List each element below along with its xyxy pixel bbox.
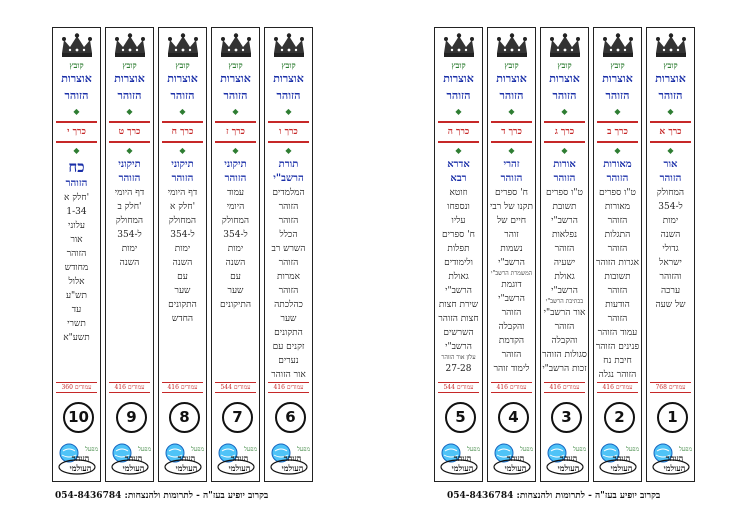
content-line: ולימודים (444, 258, 473, 268)
diamond-icon: ◆ (455, 146, 462, 155)
series-title-line: אוצרות (220, 72, 251, 85)
crown-icon (166, 33, 200, 59)
logo-text: הזוהר העולמי (610, 453, 633, 473)
logo-top-text: מפעל (626, 446, 639, 453)
volume-group-6-10 (50, 27, 313, 482)
content-line: הזוהר נגלה (598, 370, 637, 378)
content-line: ישראל (659, 258, 682, 268)
content-line: מאורות (603, 159, 632, 170)
page-count-value: 544 (443, 384, 455, 391)
book-spine-volume-2 (593, 27, 642, 482)
content-line: שער (174, 286, 191, 296)
content-line: תקנו של רבי (490, 202, 533, 212)
series-title-line: אוצרות (443, 72, 474, 85)
content-line (542, 376, 587, 378)
content-line: נערים (278, 356, 299, 366)
content-line: דף היומי (114, 188, 145, 198)
logo-top-text: מפעל (520, 446, 533, 453)
content-line: אור הזוהר (271, 370, 306, 378)
page-count-suffix: עמודים (562, 384, 580, 391)
content-line: השנה (119, 258, 140, 268)
content-line: השנה (225, 258, 246, 268)
content-line (436, 376, 481, 378)
content-line: ח' ספרים (442, 230, 475, 240)
page-count-suffix: עמודים (233, 384, 251, 391)
content-line: הזוהר (171, 173, 194, 184)
book-spine-volume-9 (105, 27, 154, 482)
logo-top-text: מפעל (85, 446, 98, 453)
volume-label: כרך א (650, 121, 691, 143)
content-line: זהרי (503, 159, 520, 170)
content-line: היומי (226, 202, 245, 212)
content-line: אורות (553, 159, 576, 170)
book-spine-volume-10 (52, 27, 101, 482)
content-line: השנה (172, 258, 193, 268)
content-line: חלק א' (169, 202, 196, 212)
page-count (544, 382, 585, 393)
diamond-icon: ◆ (508, 107, 515, 116)
series-label: קובץ (663, 60, 678, 70)
content-line: השנה (660, 230, 681, 240)
content-line: דוגמת הרשב"י (498, 280, 525, 304)
logo-text: הזוהר העולמי (69, 453, 92, 473)
content-line: ימות (121, 244, 138, 254)
diamond-icon: ◆ (667, 146, 674, 155)
content-line: ונספחו (447, 202, 470, 212)
content-line: תש"ע (65, 291, 88, 301)
page-count (56, 382, 97, 393)
content-line: וזוטא (449, 188, 468, 198)
diamond-icon: ◆ (73, 146, 80, 155)
content-line: ל-354 (223, 230, 248, 240)
series-title (265, 70, 312, 104)
content-line: ערכה (660, 286, 681, 296)
diamond-icon: ◆ (455, 107, 462, 116)
volume-contents (595, 158, 640, 378)
content-line: גאולת הרשב"י (445, 272, 472, 296)
content-line: הקדמת (498, 336, 525, 346)
content-line: חלק א' (63, 193, 90, 203)
content-line: שירת חצות (438, 300, 479, 310)
content-line: אור (70, 235, 83, 245)
content-line: המחולק (168, 216, 197, 226)
content-line: תשרי (67, 319, 86, 329)
content-line: מאורות הזוהר (604, 202, 631, 226)
series-title-line: אוצרות (602, 72, 633, 85)
crown-icon (654, 33, 688, 59)
content-line: התקונים (274, 328, 303, 338)
page-count-value: 768 (655, 384, 667, 391)
content-line: מחודש (64, 263, 89, 273)
content-line: תשובות הזוהר (604, 272, 631, 296)
page-count-suffix: עמודים (286, 384, 304, 391)
volume-number: 4 (498, 402, 529, 433)
content-line: המחולק (656, 188, 685, 198)
content-line: דף היומי (167, 188, 198, 198)
content-line: נפלאות הזוהר (551, 230, 578, 254)
content-line: הרשב"י (273, 173, 304, 184)
volume-label: כרך ד (491, 121, 532, 143)
volume-contents (648, 158, 693, 378)
volume-label: כרך ב (597, 121, 638, 143)
volume-label: כרך ז (215, 121, 256, 143)
content-line: תפלות (447, 244, 470, 254)
page-count (650, 382, 691, 393)
diamond-icon: ◆ (232, 146, 239, 155)
diamond-icon: ◆ (667, 107, 674, 116)
crown-icon (272, 33, 306, 59)
content-line: שער (280, 314, 297, 324)
volume-number: 10 (63, 402, 94, 433)
volume-number: 3 (551, 402, 582, 433)
content-line: ישעיה (553, 258, 576, 268)
content-line: ל-354 (658, 202, 683, 212)
content-line: הזוהר (659, 173, 682, 184)
content-line: הזוהר (553, 173, 576, 184)
page-count-suffix: עמודים (615, 384, 633, 391)
crown-icon (60, 33, 94, 59)
series-label: קובץ (228, 60, 243, 70)
volume-label: כרך ה (438, 121, 479, 143)
content-line: הזוהר והקבלה (498, 308, 525, 332)
crown-icon (548, 33, 582, 59)
content-line: עם (177, 272, 188, 282)
content-line: עמוד (226, 188, 245, 198)
page-count-value: 416 (114, 384, 126, 391)
volume-label: כרך ו (268, 121, 309, 143)
logo-text: הזוהר העולמי (122, 453, 145, 473)
series-title-line: הזוהר (446, 89, 471, 102)
page-count-value: 416 (602, 384, 614, 391)
content-line: המחולק (221, 216, 250, 226)
diamond-icon: ◆ (285, 146, 292, 155)
volume-contents (542, 158, 587, 378)
page-count-suffix: עמודים (127, 384, 145, 391)
content-line: גדולי (662, 244, 679, 254)
content-line: גאולת הרשב"י (551, 272, 578, 296)
page-count (162, 382, 203, 393)
page-count (597, 382, 638, 393)
content-line: הזוהר (606, 173, 629, 184)
content-line: ח' ספרים (495, 188, 528, 198)
content-line: הזוהר והקבלה (551, 322, 578, 346)
series-title-line: הזוהר (64, 89, 89, 102)
content-line: הזוהר (500, 173, 523, 184)
series-title (488, 70, 535, 104)
volume-contents (436, 158, 481, 378)
series-label: קובץ (122, 60, 137, 70)
content-line: הזוהר (278, 202, 299, 212)
volume-contents (266, 158, 311, 378)
volume-contents (54, 158, 99, 378)
diamond-icon: ◆ (126, 107, 133, 116)
volume-label: כרך ג (544, 121, 585, 143)
page-count-value: 416 (496, 384, 508, 391)
content-line: התיקונים (219, 300, 252, 310)
content-line: השרשים (443, 328, 474, 338)
crown-icon (442, 33, 476, 59)
series-label: קובץ (281, 60, 296, 70)
logo-top-text: מפעל (297, 446, 310, 453)
content-line: ל-354 (117, 230, 142, 240)
page-count-suffix: עמודים (668, 384, 686, 391)
crown-icon (219, 33, 253, 59)
volume-contents (160, 158, 205, 378)
crown-icon (113, 33, 147, 59)
content-line: בכתיבת הרשב"י (545, 298, 584, 305)
volume-label: כרך י (56, 121, 97, 143)
content-line: אלול (68, 277, 85, 287)
content-line: ל-354 (170, 230, 195, 240)
content-line: נשמות הרשב"י (498, 244, 525, 268)
content-line: תשע"א (63, 333, 90, 343)
series-label: קובץ (557, 60, 572, 70)
page-count-value: 416 (273, 384, 285, 391)
content-line: זקנים עם (272, 342, 305, 352)
series-title-line: הזוהר (170, 89, 195, 102)
content-line: תיקוני (118, 159, 141, 170)
series-title (212, 70, 259, 104)
page-count-suffix: עמודים (74, 384, 92, 391)
series-label: קובץ (69, 60, 84, 70)
content-line: החדש (171, 314, 194, 324)
content-line: סגולות הזוהר (542, 350, 587, 360)
volume-group-1-5 (432, 27, 695, 482)
content-line: אגרות הזוהר (595, 258, 640, 268)
footer-note-left: בקרוב יופיע בעז"ה - לתרומות ולהנצחות: 054-8436784 (55, 491, 269, 501)
page-count-value: 360 (61, 384, 73, 391)
content-line: הזוהר (501, 350, 522, 360)
content-line: עלוני (68, 221, 85, 231)
volume-number: 7 (222, 402, 253, 433)
content-line: פנינים הזוהר (595, 342, 640, 352)
content-line: הזוהר (224, 173, 247, 184)
page-count (438, 382, 479, 393)
content-line: 1-34 (66, 207, 87, 217)
diamond-icon: ◆ (561, 107, 568, 116)
diamond-icon: ◆ (614, 107, 621, 116)
logo-text: הזוהר העולמי (663, 453, 686, 473)
page-count (491, 382, 532, 393)
content-line: ימות (227, 244, 244, 254)
content-line: השרש רב (271, 244, 306, 254)
volume-number: 1 (657, 402, 688, 433)
page-count-suffix: עמודים (456, 384, 474, 391)
page-count (109, 382, 150, 393)
series-title (541, 70, 588, 104)
content-line: 27-28 (445, 364, 472, 374)
content-line: ט"ו ספרים (599, 188, 636, 198)
logo-top-text: מפעל (573, 446, 586, 453)
content-line: חיבת נח (603, 356, 632, 366)
content-line: תיקוני (224, 159, 247, 170)
series-title-line: אוצרות (273, 72, 304, 85)
content-line: הזוהר (118, 173, 141, 184)
volume-number: 6 (275, 402, 306, 433)
logo-top-text: מפעל (138, 446, 151, 453)
crown-icon (495, 33, 529, 59)
book-spine-volume-3 (540, 27, 589, 482)
series-title-line: אוצרות (496, 72, 527, 85)
book-spine-volume-6 (264, 27, 313, 482)
content-line: התגלות הזוהר (604, 230, 631, 254)
logo-text: הזוהר העולמי (504, 453, 527, 473)
logo-top-text: מפעל (467, 446, 480, 453)
volume-label: כרך ח (162, 121, 203, 143)
content-line: תשובת הרשב"י (551, 202, 578, 226)
content-line: עמוד הזוהר (597, 328, 638, 338)
page-count (215, 382, 256, 393)
diamond-icon: ◆ (179, 107, 186, 116)
content-line: חלק ב' (117, 202, 142, 212)
logo-text: הזוהר העולמי (281, 453, 304, 473)
series-title-line: הזוהר (499, 89, 524, 102)
book-spine-volume-1 (646, 27, 695, 482)
series-title-line: הזוהר (223, 89, 248, 102)
content-line: ימות (662, 216, 679, 226)
volume-number: 9 (116, 402, 147, 433)
content-line: תיקוני (171, 159, 194, 170)
content-line: עם (230, 272, 241, 282)
volume-contents (489, 158, 534, 378)
content-line: המשמרת הרשב"י (490, 270, 533, 277)
content-line: עליו (451, 216, 466, 226)
diamond-icon: ◆ (285, 107, 292, 116)
content-line: אמרות (277, 272, 300, 282)
content-line: לימוד זוהר (493, 364, 530, 374)
content-line: הזוהר (278, 258, 299, 268)
logo-text: הזוהר העולמי (175, 453, 198, 473)
content-line: הזוהר (65, 178, 88, 189)
series-title (594, 70, 641, 104)
content-line: הזוהר (278, 286, 299, 296)
content-line: אדרא (447, 159, 470, 170)
content-line: הזוהר (66, 249, 87, 259)
series-title (106, 70, 153, 104)
logo-top-text: מפעל (679, 446, 692, 453)
volume-number: 2 (604, 402, 635, 433)
content-line: כהלכתה (274, 300, 303, 310)
volume-contents (213, 158, 258, 378)
series-title-line: הזוהר (552, 89, 577, 102)
footer-note-right: בקרוב יופיע בעז"ה - לתרומות ולהנצחות: 054-8436784 (447, 491, 661, 501)
diamond-icon: ◆ (232, 107, 239, 116)
content-line: חיים של זוהר (496, 216, 527, 240)
diamond-icon: ◆ (614, 146, 621, 155)
series-title-line: אוצרות (167, 72, 198, 85)
content-line: הודעות הזוהר (605, 300, 630, 324)
volume-label: כרך ט (109, 121, 150, 143)
series-title-line: הזוהר (605, 89, 630, 102)
series-label: קובץ (610, 60, 625, 70)
book-spine-volume-8 (158, 27, 207, 482)
content-line: הזוהר (278, 216, 299, 226)
book-spine-volume-5 (434, 27, 483, 482)
page-count-value: 544 (220, 384, 232, 391)
series-title-line: אוצרות (655, 72, 686, 85)
series-title-line: הזוהר (658, 89, 683, 102)
page-count (268, 382, 309, 393)
diamond-icon: ◆ (179, 146, 186, 155)
series-title-line: הזוהר (117, 89, 142, 102)
series-title-line: אוצרות (549, 72, 580, 85)
page-count-suffix: עמודים (180, 384, 198, 391)
logo-text: הזוהר העולמי (557, 453, 580, 473)
content-line (489, 376, 534, 378)
page-count-value: 416 (167, 384, 179, 391)
content-line: כח (68, 158, 85, 176)
content-line: והזוהר (659, 272, 682, 282)
content-line: הרשב"י (445, 342, 472, 352)
crown-icon (601, 33, 635, 59)
content-line: עלון אור הזוהר (441, 354, 476, 361)
series-label: קובץ (175, 60, 190, 70)
diamond-icon: ◆ (508, 146, 515, 155)
series-title (435, 70, 482, 104)
diamond-icon: ◆ (73, 107, 80, 116)
series-title-line: אוצרות (61, 72, 92, 85)
volume-number: 8 (169, 402, 200, 433)
book-spine-volume-7 (211, 27, 260, 482)
logo-top-text: מפעל (244, 446, 257, 453)
book-spine-volume-4 (487, 27, 536, 482)
logo-top-text: מפעל (191, 446, 204, 453)
series-title (159, 70, 206, 104)
diamond-icon: ◆ (561, 146, 568, 155)
logo-text: הזוהר העולמי (451, 453, 474, 473)
content-line: עד (71, 305, 82, 315)
content-line: הכלל (279, 230, 298, 240)
series-title-line: אוצרות (114, 72, 145, 85)
content-line: ט"ו ספרים (546, 188, 583, 198)
logo-text: הזוהר העולמי (228, 453, 251, 473)
content-line: המחולק (115, 216, 144, 226)
content-line: זכות הרשב"י (542, 364, 587, 374)
content-line: של שעה (655, 300, 686, 310)
series-label: קובץ (504, 60, 519, 70)
content-line: רבא (450, 173, 467, 184)
content-line: המלמדים (272, 188, 305, 198)
volume-contents (107, 158, 152, 378)
series-title (647, 70, 694, 104)
series-title-line: הזוהר (276, 89, 301, 102)
page-count-value: 416 (549, 384, 561, 391)
content-line: חצות הזוהר (438, 314, 479, 324)
volume-number: 5 (445, 402, 476, 433)
content-line: שער (227, 286, 244, 296)
content-line: ימות (174, 244, 191, 254)
content-line: התקונים (168, 300, 197, 310)
page-count-suffix: עמודים (509, 384, 527, 391)
content-line: אור (663, 159, 678, 170)
diamond-icon: ◆ (126, 146, 133, 155)
series-label: קובץ (451, 60, 466, 70)
content-line: אור הרשב"י (543, 308, 586, 318)
series-title (53, 70, 100, 104)
content-line: תורת (278, 159, 299, 170)
